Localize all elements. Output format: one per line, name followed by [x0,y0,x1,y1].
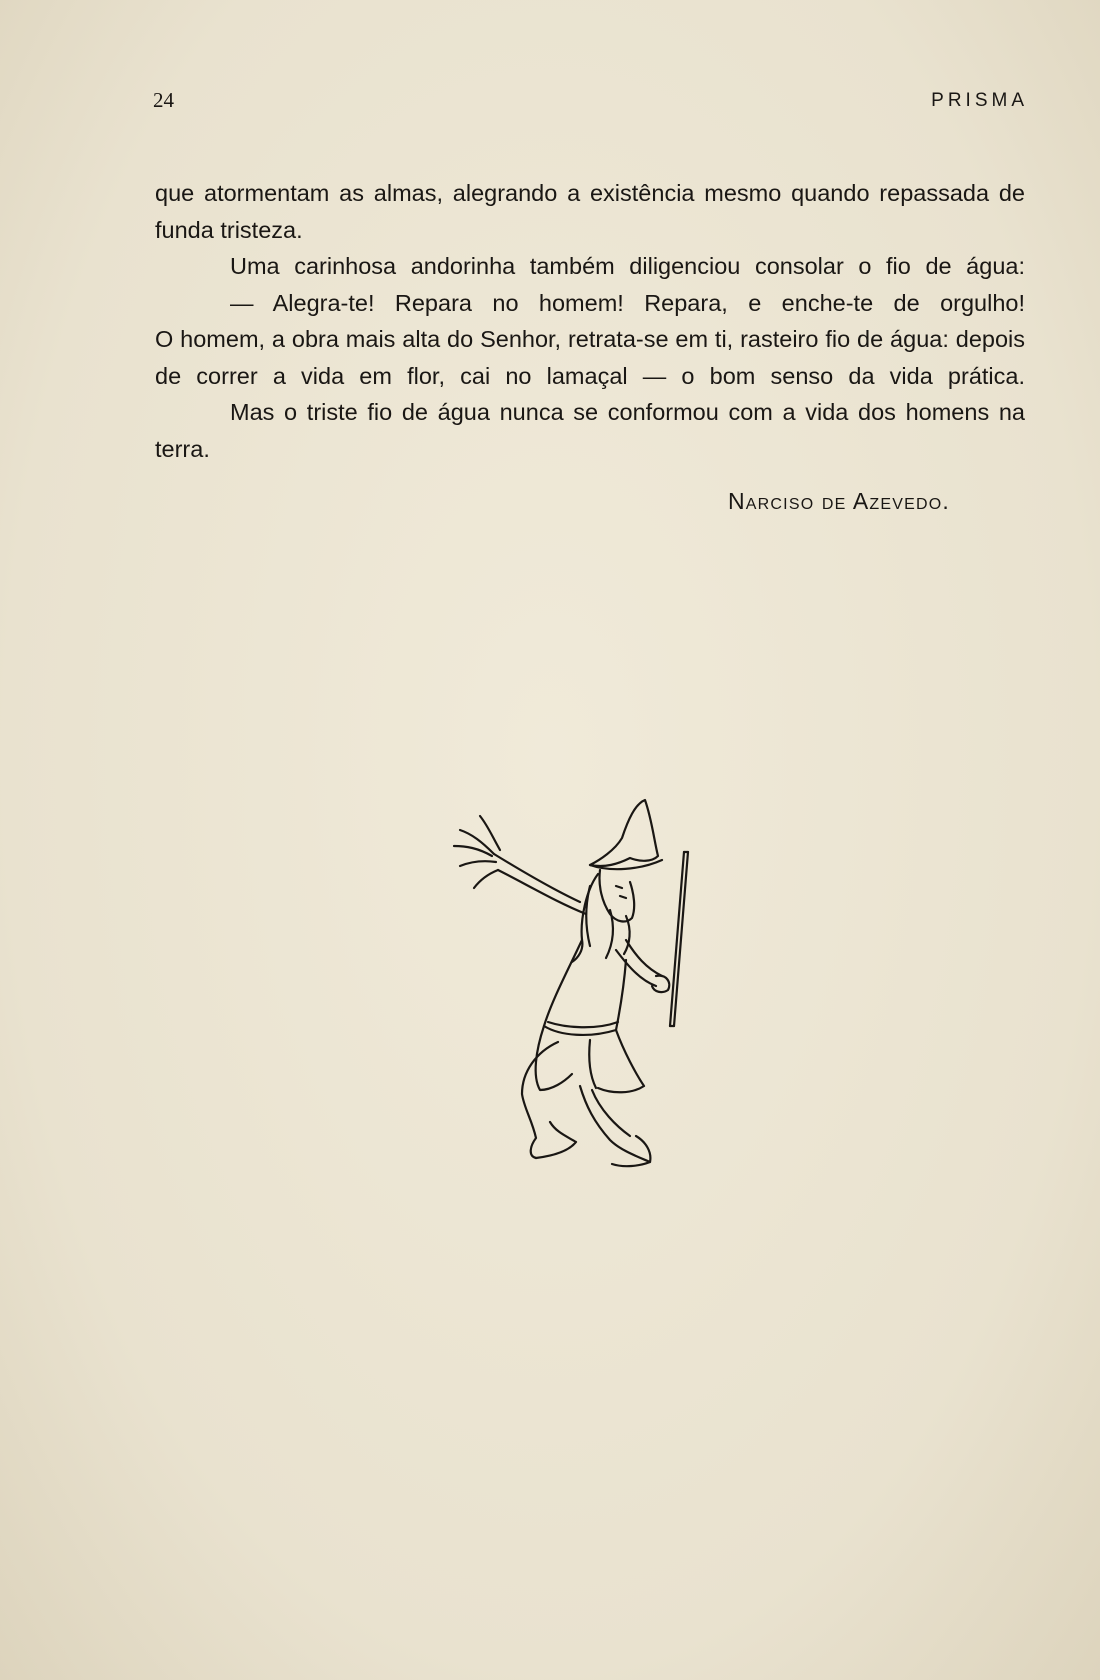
paragraph: Mas o triste fio de água nunca se conformou com a vida dos homens na terra. [155,399,1025,462]
page-number: 24 [153,88,174,112]
paragraph: Uma carinhosa andorinha também diligenciou consolar o fio de água: [230,253,1025,279]
paragraph: O homem, a obra mais alta do Senhor, retrata-se em ti, rasteiro fio de água: depois de correr a vida em flor, cai no lamaçal — o bom senso da vida prática. [155,326,1025,389]
running-head: PRISMA [931,90,1028,111]
page-header [0,88,1100,118]
article-body [155,175,1025,467]
dialogue-line: — Alegra-te! Repara no homem! Repara, e enche-te de orgulho! [230,289,1025,316]
dancing-figure-drawing-icon [440,790,740,1170]
author-signature: Narciso de Azevedo. [727,488,950,514]
paragraph: que atormentam as almas, alegrando a existência mesmo quando repassada de funda tristeza. [155,180,1025,243]
